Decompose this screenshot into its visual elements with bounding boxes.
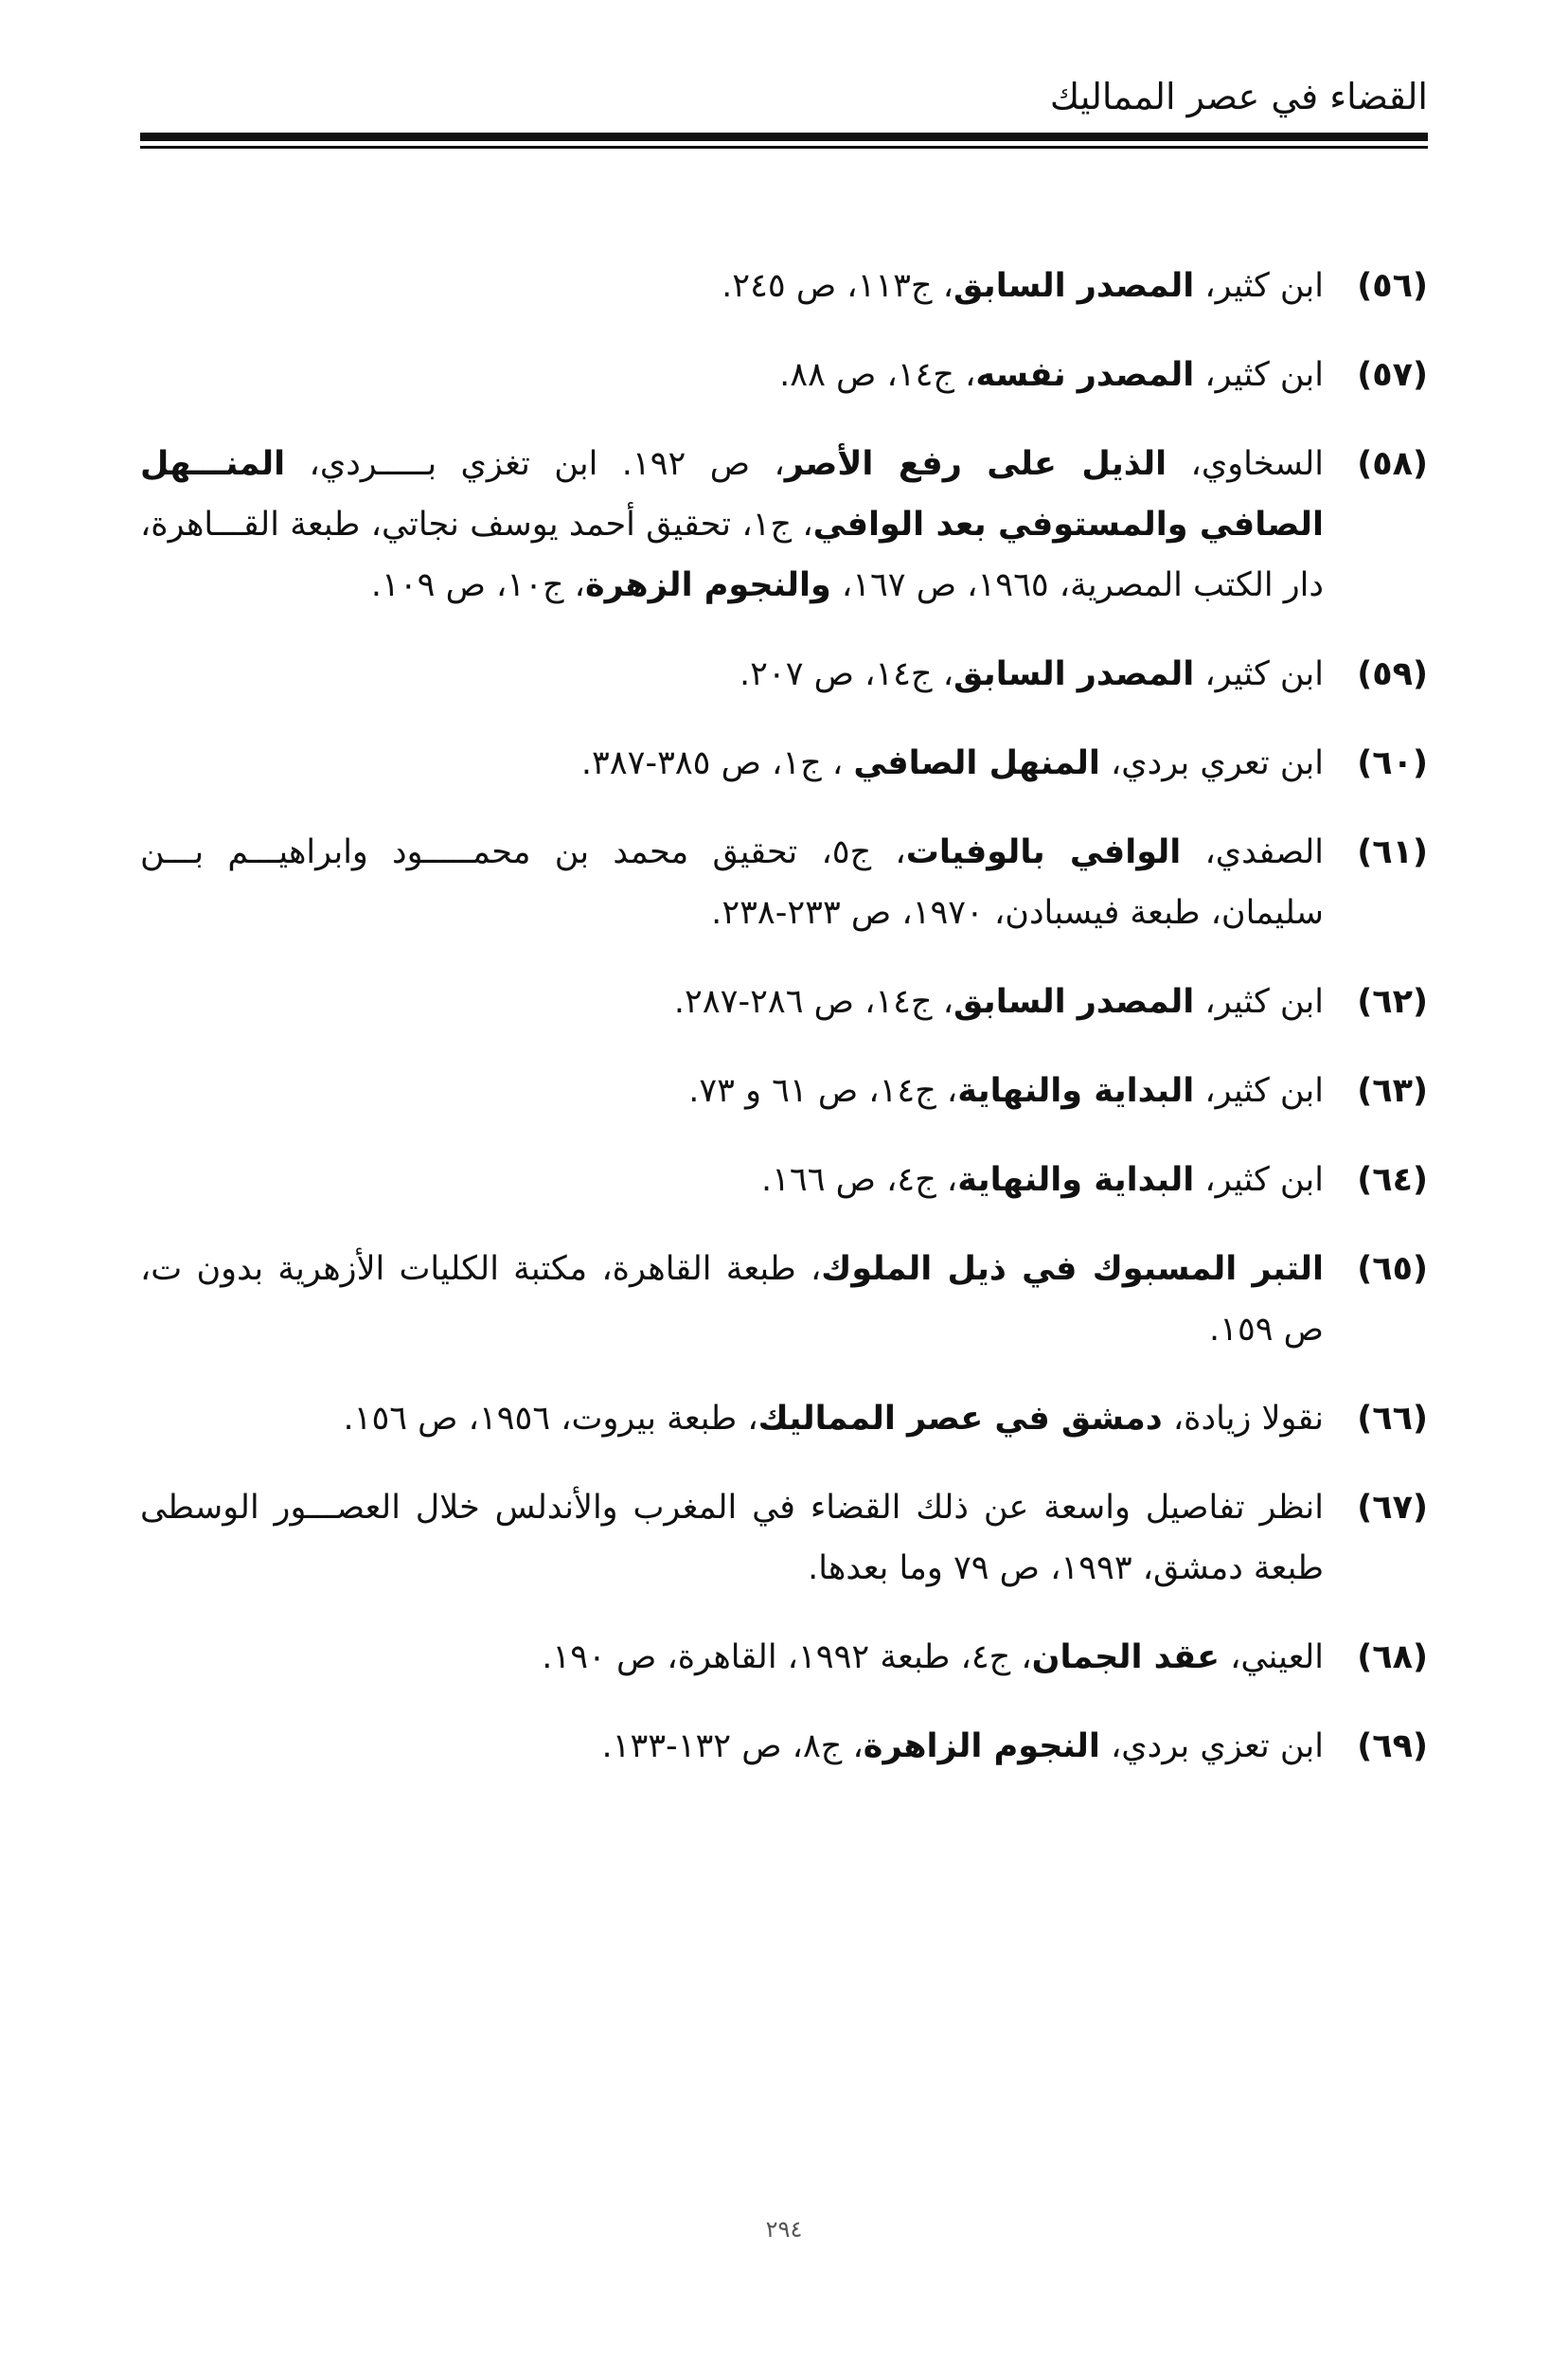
footnote-text: ابن كثير، bbox=[1194, 1072, 1324, 1110]
footnote-title-bold: المصدر السابق bbox=[953, 267, 1195, 305]
footnote-text: ابن تعزي بردي، bbox=[1099, 1727, 1324, 1765]
footnote-text: نقولا زيادة، bbox=[1162, 1400, 1324, 1438]
footnote-entry bbox=[140, 822, 1428, 943]
footnote-entry bbox=[140, 1627, 1428, 1688]
footnote-title-bold: البداية والنهاية bbox=[957, 1161, 1195, 1199]
footnote-text: العيني، bbox=[1220, 1638, 1324, 1676]
footnote-text: ابن كثير، bbox=[1194, 267, 1324, 305]
footnote-number: (٥٨) bbox=[1357, 445, 1428, 483]
footnote-title-bold: المصدر نفسه bbox=[975, 356, 1195, 394]
page-number: ٢٩٤ bbox=[765, 2216, 803, 2243]
footnote-entry bbox=[140, 1061, 1428, 1121]
footnote-number: (٥٧) bbox=[1357, 356, 1428, 394]
footnote-number: (٥٩) bbox=[1357, 655, 1428, 693]
footnote-text: السخاوي، bbox=[1167, 445, 1324, 483]
header-rule-thick bbox=[140, 133, 1428, 141]
footnote-title-bold: المنـــهل الصافي والمستوفي بعد الوافي bbox=[140, 445, 1324, 544]
footnote-title-bold: دمشق في عصر المماليك bbox=[757, 1400, 1163, 1438]
footnote-number: (٦٤) bbox=[1357, 1161, 1428, 1199]
footnote-text: ابن تعري بردي، bbox=[1099, 744, 1324, 782]
footnote-number: (٦٩) bbox=[1357, 1727, 1428, 1765]
header-rule-thin bbox=[140, 146, 1428, 149]
footnote-number: (٦٥) bbox=[1357, 1250, 1428, 1288]
footnote-number: (٦٧) bbox=[1357, 1489, 1428, 1527]
footnote-text: ، ج١٤، ص ٢٨٦-٢٨٧. bbox=[673, 983, 953, 1021]
footnote-text: ، ج١٠، ص ١٠٩. bbox=[370, 566, 585, 604]
footnote-title-bold: البداية والنهاية bbox=[957, 1072, 1195, 1110]
footnote-text: ابن كثير، bbox=[1194, 356, 1324, 394]
footnote-number: (٥٦) bbox=[1357, 267, 1428, 305]
footnote-title-bold: والنجوم الزهرة bbox=[584, 566, 831, 604]
footnote-entry bbox=[140, 1150, 1428, 1210]
footnote-entry bbox=[140, 733, 1428, 794]
footnote-text: ، ج١، ص ٣٨٥-٣٨٧. bbox=[580, 744, 854, 782]
footnote-title-bold: النجوم الزاهرة bbox=[863, 1727, 1100, 1765]
footnote-number: (٦٢) bbox=[1357, 983, 1428, 1021]
footnote-text: ، ج١١٣، ص ٢٤٥. bbox=[722, 267, 953, 305]
footnote-text: ابن كثير، bbox=[1194, 983, 1324, 1021]
footnote-entry bbox=[140, 434, 1428, 616]
footnotes-list bbox=[140, 256, 1428, 1805]
footnote-text: ، ج٤، طبعة ١٩٩٢، القاهرة، ص ١٩٠. bbox=[542, 1638, 1032, 1676]
footnote-entry bbox=[140, 256, 1428, 316]
footnote-entry bbox=[140, 1477, 1428, 1599]
footnote-text: ، ج١، تحقيق أحمد يوسف نجاتي، طبعة القـــاهرة، دار الكتب المصرية، ١٩٦٥، ص ١٦٧، bbox=[140, 506, 1324, 604]
footnote-text: ، ج١٤، ص ٦١ و ٧٣. bbox=[688, 1072, 958, 1110]
footnote-entry bbox=[140, 1239, 1428, 1360]
footnote-text: ، ج٨، ص ١٣٢-١٣٣. bbox=[601, 1727, 864, 1765]
footnote-text: ، ج١٤، ص ٨٨. bbox=[779, 356, 976, 394]
footnote-entry bbox=[140, 972, 1428, 1032]
footnote-entry bbox=[140, 1716, 1428, 1777]
footnote-text: ابن كثير، bbox=[1194, 1161, 1324, 1199]
footnote-text: ابن كثير، bbox=[1194, 655, 1324, 693]
footnote-text: ، ج٤، ص ١٦٦. bbox=[760, 1161, 958, 1199]
footnote-number: (٦٣) bbox=[1357, 1072, 1428, 1110]
footnote-title-bold: التبر المسبوك في ذيل الملوك bbox=[821, 1250, 1324, 1288]
footnote-entry bbox=[140, 644, 1428, 705]
footnote-title-bold: عقد الجمان bbox=[1031, 1638, 1220, 1676]
footnote-title-bold: المصدر السابق bbox=[953, 983, 1195, 1021]
footnote-text: ، ص ١٩٢. ابن تغزي بـــــردي، bbox=[285, 445, 785, 483]
footnote-title-bold: المصدر السابق bbox=[953, 655, 1195, 693]
footnote-number: (٦٠) bbox=[1357, 744, 1428, 782]
footnote-text: ، ج٥، تحقيق محمد بن محمـــــود وابراهيـــم بـــن سليمان، طبعة فيسبادن، ١٩٧٠، ص ٢٣٣-٢٣٨. bbox=[140, 833, 1324, 932]
running-header-title: القضاء في عصر المماليك bbox=[1049, 76, 1428, 117]
footnote-entry bbox=[140, 1388, 1428, 1449]
footnote-number: (٦١) bbox=[1357, 833, 1428, 871]
footnote-text: ، ج١٤، ص ٢٠٧. bbox=[739, 655, 953, 693]
footnote-text: الصفدي، bbox=[1181, 833, 1324, 871]
footnote-title-bold: الوافي بالوفيات bbox=[905, 833, 1182, 871]
footnote-number: (٦٨) bbox=[1357, 1638, 1428, 1676]
footnote-title-bold: المنهل الصافي bbox=[853, 744, 1100, 782]
footnote-text: ، طبعة بيروت، ١٩٥٦، ص ١٥٦. bbox=[343, 1400, 758, 1438]
footnote-text: انظر تفاصيل واسعة عن ذلك القضاء في المغرب والأندلس خلال العصـــور الوسطى طبعة دمشق، ١٩٩٣، ص ٧٩ وما بعدها. bbox=[140, 1489, 1324, 1587]
footnote-entry bbox=[140, 345, 1428, 405]
footnote-text: ، طبعة القاهرة، مكتبة الكليات الأزهرية بدون ت، ص ١٥٩. bbox=[140, 1250, 1324, 1349]
footnote-number: (٦٦) bbox=[1357, 1400, 1428, 1438]
footnote-title-bold: الذيل على رفع الأصر bbox=[784, 445, 1167, 483]
